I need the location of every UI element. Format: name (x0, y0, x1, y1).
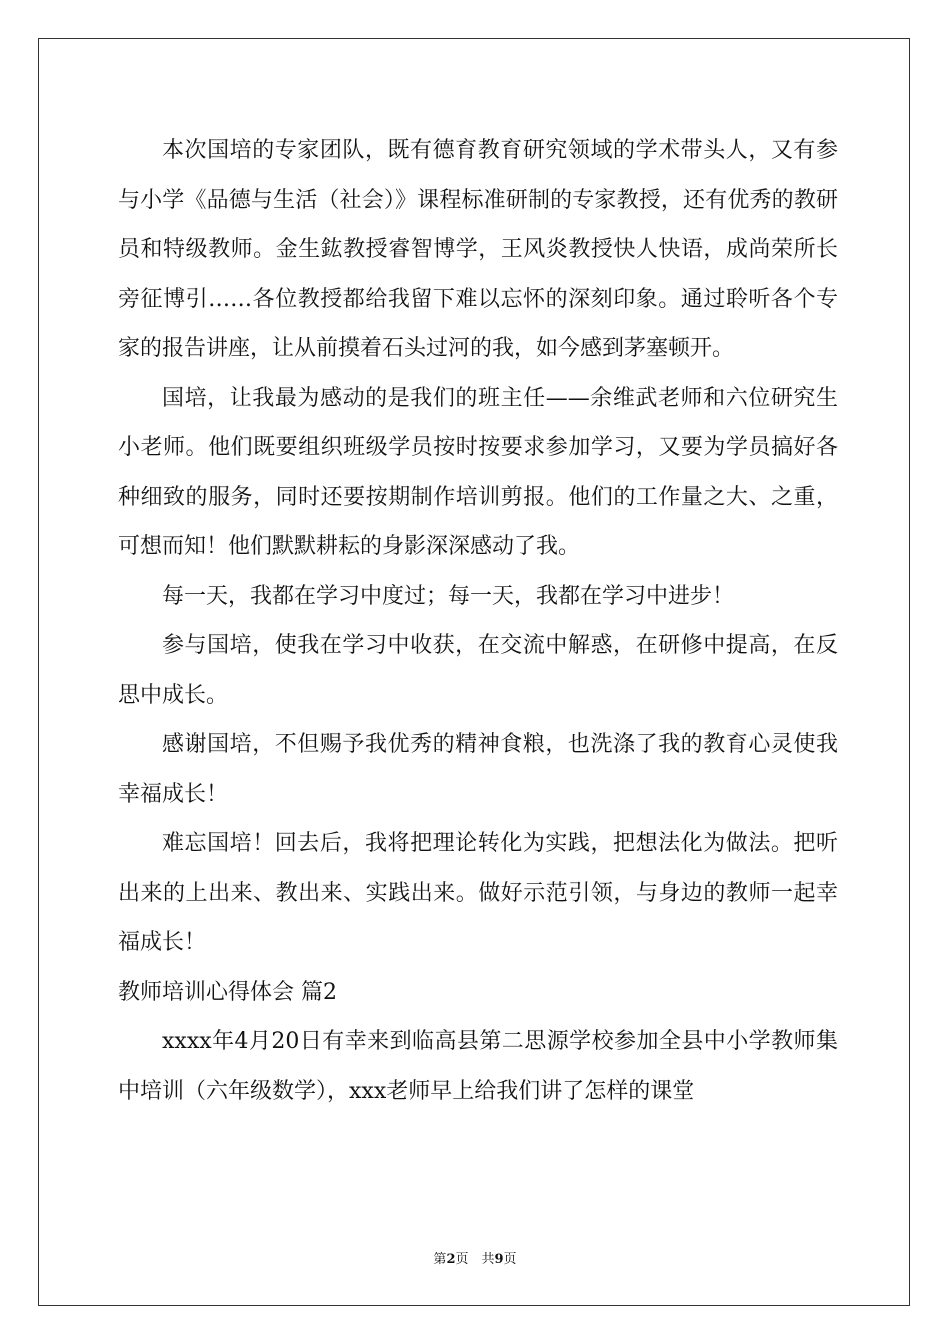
footer-suffix: 页 (503, 1252, 517, 1267)
paragraph-thanks: 感谢国培，不但赐予我优秀的精神食粮，也洗涤了我的教育心灵使我幸福成长！ (118, 732, 838, 807)
paragraph-participate: 参与国培，使我在学习中收获，在交流中解惑，在研修中提高，在反思中成长。 (118, 633, 838, 708)
footer-current-page: 2 (446, 1252, 456, 1267)
footer-mid: 页 共 (455, 1252, 495, 1267)
paragraph-headteacher: 国培，让我最为感动的是我们的班主任——余维武老师和六位研究生小老师。他们既要组织班级学员按时按要求参加学习，又要为学员搞好各种细致的服务，同时还要按期制作培训剪报。他们的工作量之大、之重，可想而知！他们默默耕耘的身影深深感动了我。 (118, 385, 838, 559)
footer-prefix: 第 (433, 1252, 447, 1267)
paragraph-experts: 本次国培的专家团队，既有德育教育研究领域的学术带头人，又有参与小学《品德与生活（社会）》课程标准研制的专家教授，还有优秀的教研员和特级教师。金生鈜教授睿智博学，王风炎教授快人快语，成尚荣所长旁征博引……各位教授都给我留下难以忘怀的深刻印象。通过聆听各个专家的报告讲座，让从前摸着石头过河的我，如今感到茅塞顿开。 (118, 138, 838, 361)
paragraph-unforgettable: 难忘国培！回去后，我将把理论转化为实践，把想法化为做法。把听出来的上出来、教出来、实践出来。做好示范引领，与身边的教师一起幸福成长！ (118, 831, 838, 955)
paragraph-every-day: 每一天，我都在学习中度过；每一天，我都在学习中进步！ (162, 583, 735, 609)
page-footer (0, 1248, 950, 1267)
footer-total-pages: 9 (494, 1252, 504, 1267)
paragraph-section2-intro: xxxx年4月20日有幸来到临高县第二思源学校参加全县中小学教师集中培训（六年级数学），xxx老师早上给我们讲了怎样的课堂 (118, 1029, 838, 1104)
document-body (118, 126, 838, 1116)
section-heading: 教师培训心得体会 篇2 (118, 979, 337, 1005)
